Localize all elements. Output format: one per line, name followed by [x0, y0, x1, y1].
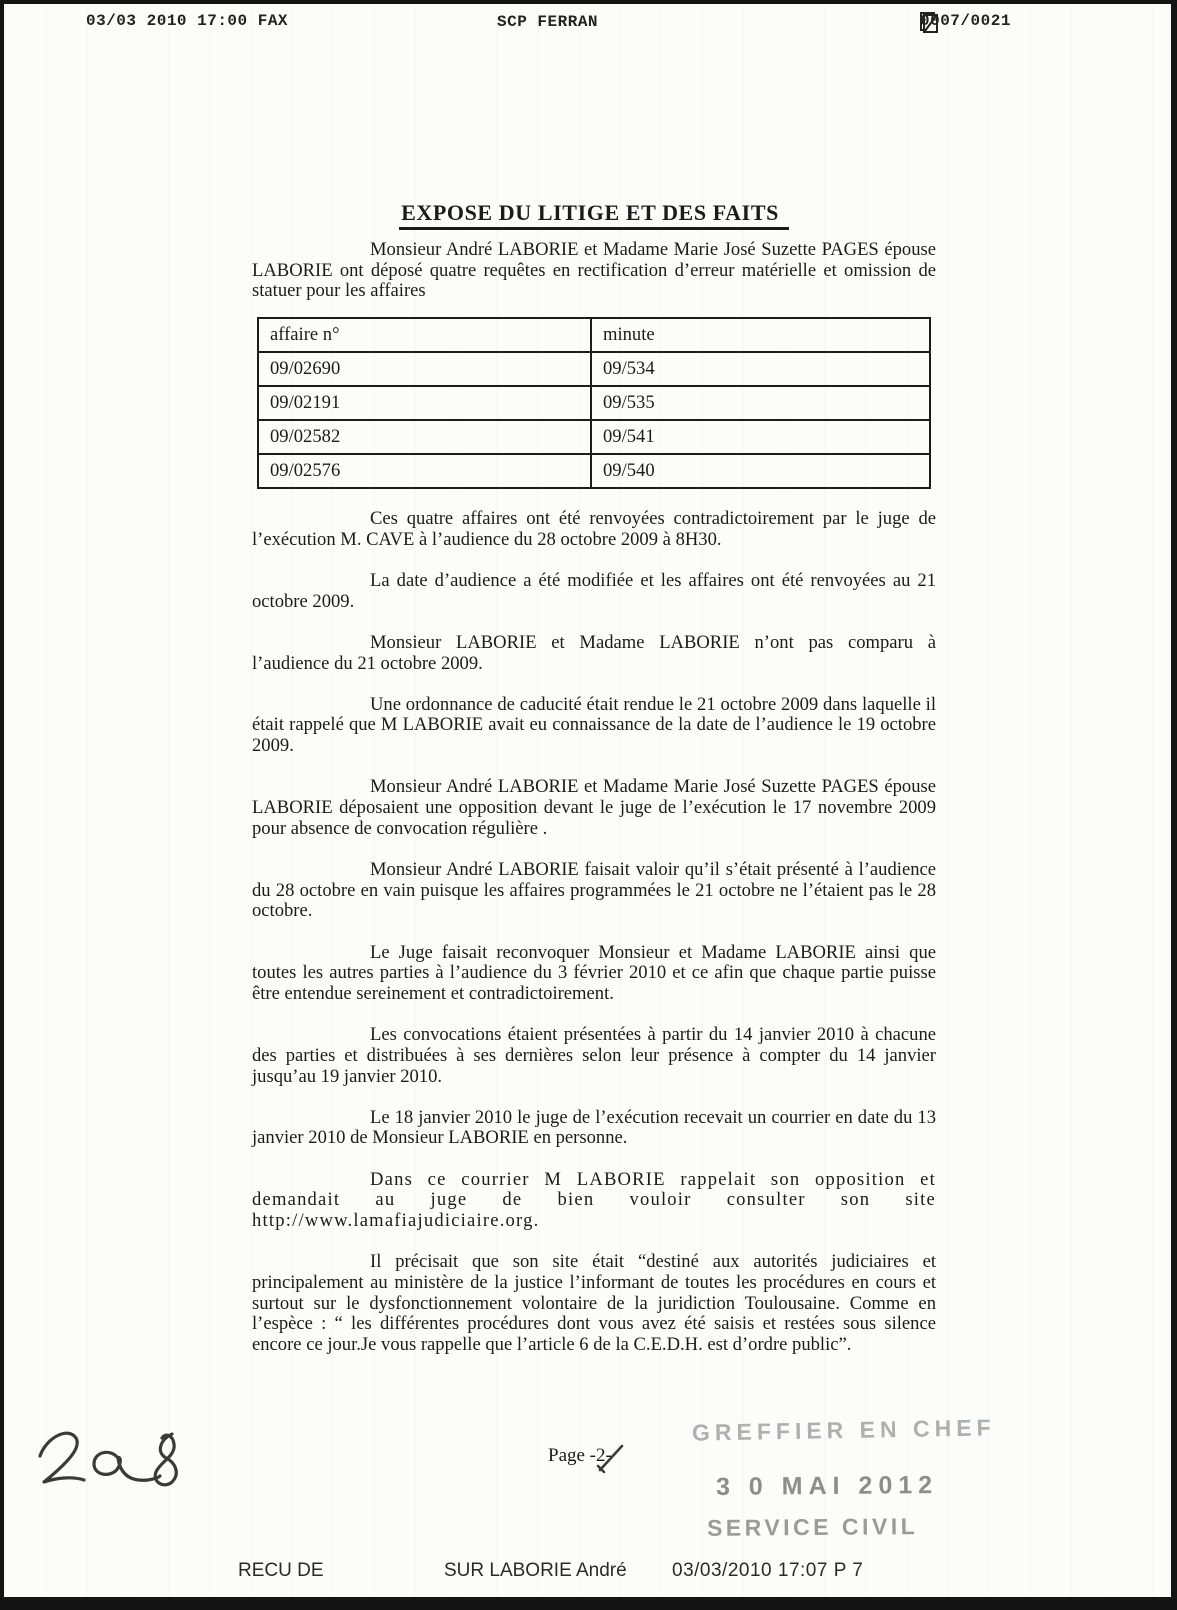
received-from-label: RECU DE	[238, 1560, 324, 1581]
greffier-stamp: GREFFIER EN CHEF	[691, 1414, 996, 1446]
paragraph: Ces quatre affaires ont été renvoyées contradictoirement par le juge de l’exécution M. CAVE à l’audience du 28 octobre 2009 à 8H30.	[252, 508, 936, 550]
date-stamp: 3 0 MAI 2012	[715, 1471, 939, 1501]
document-title	[252, 200, 936, 226]
handwritten-slash-mark	[596, 1440, 630, 1476]
document-title-text: EXPOSE DU LITIGE ET DES FAITS	[399, 200, 789, 230]
table-cell: 09/02582	[258, 420, 591, 454]
handwritten-number-298	[26, 1416, 186, 1511]
table-cell: 09/534	[591, 352, 930, 386]
paragraph: Les convocations étaient présentées à partir du 14 janvier 2010 à chacune des parties et distribuées à ses dernières selon leur présence à compter du 14 janvier jusqu’au 19 janvier 2010.	[252, 1024, 936, 1087]
table-row	[258, 454, 930, 488]
paragraph: Le 18 janvier 2010 le juge de l’exécution recevait un courrier en date du 13 janvier 2010 de Monsieur LABORIE en personne.	[252, 1106, 936, 1149]
paragraph: Monsieur André LABORIE et Madame Marie José Suzette PAGES épouse LABORIE déposaient une opposition devant le juge de l’exécution le 17 novembre 2009 pour absence de convocation régulière .	[252, 776, 936, 839]
fax-datetime: 03/03 2010 17:00 FAX	[86, 12, 289, 30]
case-table	[257, 317, 931, 489]
page-number-label: Page -2-	[548, 1445, 612, 1466]
table-cell: 09/02191	[258, 386, 591, 420]
service-civil-stamp: SERVICE CIVIL	[706, 1513, 919, 1541]
paragraph: Monsieur LABORIE et Madame LABORIE n’ont pas comparu à l’audience du 21 octobre 2009.	[252, 631, 936, 674]
fax-footer-sender: SUR LABORIE André	[444, 1560, 627, 1581]
table-row	[258, 420, 930, 454]
table-cell: 09/02690	[258, 352, 591, 386]
paragraph: Une ordonnance de caducité était rendue le 21 octobre 2009 dans laquelle il était rappelé que M LABORIE avait eu connaissance de la date de l’audience le 19 octobre 2009.	[252, 693, 936, 757]
table-cell: 09/535	[591, 386, 930, 420]
table-row	[258, 352, 930, 386]
paragraph: Dans ce courrier M LABORIE rappelait son opposition et demandait au juge de bien vouloir consulter son site http://www.lamafiajudiciaire.org.	[252, 1168, 936, 1232]
table-cell: 09/02576	[258, 454, 591, 488]
column-header: affaire n°	[258, 318, 591, 352]
paragraph: La date d’audience a été modifiée et les affaires ont été renvoyées au 21 octobre 2009.	[252, 569, 936, 612]
case-table-head-row	[258, 318, 930, 352]
paragraph: Il précisait que son site était “destiné aux autorités judiciaires et principalement au ministère de la justice l’informant de toutes les procédures en cours et surtout sur le dysfonctionnement volontaire de la juridiction Toulousaine. Comme en l’espèce : “ les différentes procédures dont vous avez été saisis et restées sous silence encore ce jour.Je vous rappelle que l’article 6 de la C.E.D.H. est d’ordre public”.	[252, 1251, 936, 1356]
table-cell: 09/540	[591, 454, 930, 488]
case-table-body	[258, 352, 930, 488]
fax-footer-timestamp: 03/03/2010 17:07 P 7	[672, 1560, 864, 1581]
intro-paragraph: Monsieur André LABORIE et Madame Marie José Suzette PAGES épouse LABORIE ont déposé quatre requêtes en rectification d’erreur matérielle et omission de statuer pour les affaires	[252, 239, 936, 302]
fax-sender-name: SCP FERRAN	[497, 13, 599, 31]
body-paragraphs	[252, 509, 936, 1376]
paragraph: Le Juge faisait reconvoquer Monsieur et Madame LABORIE ainsi que toutes les autres parties à l’audience du 3 février 2010 et ce afin que chaque partie puisse être entendue sereinement et contradictoirement.	[252, 941, 936, 1004]
paragraph: Monsieur André LABORIE faisait valoir qu’il s’était présenté à l’audience du 28 octobre en vain puisque les affaires programmées le 21 octobre ne l’étaient pas le 28 octobre.	[252, 858, 936, 922]
column-header: minute	[591, 318, 930, 352]
table-row	[258, 386, 930, 420]
fax-page-counter-text: 0007/0021	[920, 12, 1011, 30]
table-cell: 09/541	[591, 420, 930, 454]
